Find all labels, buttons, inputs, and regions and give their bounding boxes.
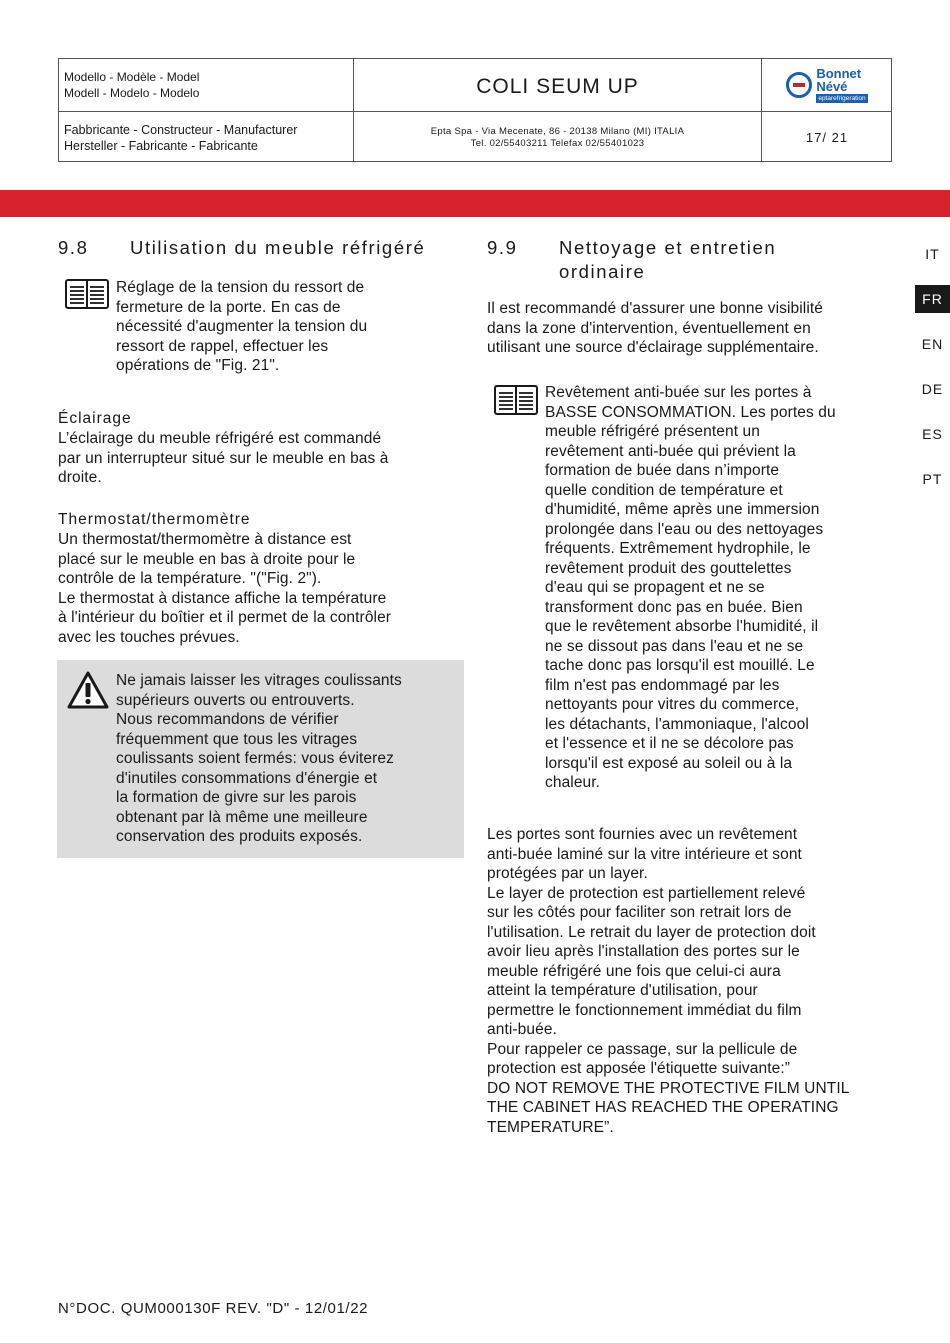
paragraph-line: Il est recommandé d'assurer une bonne visibilité	[487, 300, 824, 317]
paragraph-line: sur les côtés pour faciliter son retrait lors de	[487, 904, 792, 921]
book-icon	[65, 279, 109, 309]
warning-line: conservation des produits exposés.	[116, 828, 363, 845]
thermostat-paragraph	[58, 530, 463, 647]
paragraph-line: l'utilisation. Le retrait du layer de protection doit	[487, 923, 816, 941]
note-line: les détachants, l'ammoniaque, l'alcool	[545, 715, 809, 733]
paragraph-line: Le thermostat à distance affiche la température	[58, 589, 387, 607]
note-line: Revêtement anti-buée sur les portes à	[545, 384, 812, 401]
note-line: transforment donc pas en buée. Bien	[545, 598, 803, 616]
anti-fog-note	[545, 383, 883, 793]
paragraph-line: Les portes sont fournies avec un revêtement	[487, 826, 798, 843]
note-line: meuble réfrigéré présentent un	[545, 423, 760, 440]
warning-text	[116, 671, 454, 847]
page-number: 17/ 21	[805, 130, 849, 145]
paragraph-line: THE CABINET HAS REACHED THE OPERATING	[487, 1099, 839, 1116]
manufacturer-label-line: Fabbricante - Constructeur - Manufacturer	[64, 123, 298, 137]
paragraph-line: TEMPERATURE”.	[487, 1118, 614, 1136]
warning-triangle-icon	[66, 670, 110, 710]
section-9-8-heading	[58, 236, 425, 260]
paragraph-line: dans la zone d'intervention, éventuellement en	[487, 319, 811, 337]
note-line: que le revêtement absorbe l'humidité, il	[545, 618, 819, 635]
tab-lang-fr[interactable]: FR	[915, 285, 950, 313]
manufacturer-label-line: Hersteller - Fabricante - Fabricante	[64, 139, 258, 153]
model-label	[59, 59, 353, 111]
protective-layer-paragraph	[487, 825, 892, 1137]
warning-line: supérieurs ouverts ou entrouverts.	[116, 691, 355, 709]
paragraph-line: permettre le fonctionnement immédiat du film	[487, 1001, 802, 1019]
model-label-line: Modell - Modelo - Modelo	[64, 86, 200, 100]
paragraph-line: DO NOT REMOVE THE PROTECTIVE FILM UNTIL	[487, 1079, 850, 1097]
thermostat-heading: Thermostat/thermomètre	[58, 511, 251, 528]
paragraph-line: à l'intérieur du boîtier et il permet de la contrôler	[58, 609, 392, 626]
warning-line: d'inutiles consommations d'énergie et	[116, 769, 378, 787]
paragraph-line: par un interrupteur situé sur le meuble en bas à	[58, 449, 389, 467]
paragraph-line: meuble réfrigéré une fois que celui-ci aura	[487, 962, 781, 980]
section-title: Utilisation du meuble réfrigéré	[130, 237, 426, 258]
manufacturer-info	[354, 112, 761, 163]
door-spring-note	[116, 278, 454, 376]
paragraph-line: utilisant une source d'éclairage supplémentaire.	[487, 339, 819, 356]
document-reference: N°DOC. QUM000130F REV. "D" - 12/01/22	[58, 1300, 369, 1317]
lighting-paragraph	[58, 429, 463, 488]
logo-tagline: eptarefrigeration	[818, 95, 866, 102]
paragraph-line: Pour rappeler ce passage, sur la pellicule de	[487, 1040, 798, 1058]
note-line: ne se dissout pas dans l'eau et ne se	[545, 637, 804, 655]
warning-line: Nous recommandons de vérifier	[116, 711, 339, 728]
note-line: tache donc pas lorsqu'il est mouillé. Le	[545, 657, 815, 674]
warning-line: fréquemment que tous les vitrages	[116, 730, 358, 748]
note-line: Réglage de la tension du ressort de	[116, 279, 365, 296]
note-line: formation de buée dans n’importe	[545, 462, 780, 479]
note-line: chaleur.	[545, 774, 601, 791]
paragraph-line: avec les touches prévues.	[58, 628, 240, 646]
note-line: revêtement produit des gouttelettes	[545, 559, 792, 577]
note-line: ressort de rappel, effectuer les	[116, 337, 329, 355]
section-title-line: ordinaire	[559, 261, 646, 282]
logo-word: Névé	[816, 79, 848, 94]
paragraph-line: protégées par un layer.	[487, 865, 648, 882]
paragraph-line: L’éclairage du meuble réfrigéré est commandé	[58, 430, 382, 447]
note-line: opérations de "Fig. 21".	[116, 357, 280, 374]
manufacturer-phone: Tel. 02/55403211 Telefax 02/55401023	[470, 138, 645, 149]
manufacturer-label	[59, 112, 353, 163]
book-icon	[494, 385, 538, 415]
paragraph-line: anti-buée.	[487, 1021, 557, 1038]
brand-logo	[762, 59, 892, 111]
note-line: fermeture de la porte. En cas de	[116, 298, 341, 316]
section-title	[559, 236, 776, 284]
note-line: BASSE CONSOMMATION. Les portes du	[545, 403, 836, 421]
lighting-heading: Éclairage	[58, 410, 132, 427]
section-title-line: Nettoyage et entretien	[559, 237, 777, 258]
model-label-line: Modello - Modèle - Model	[64, 70, 200, 84]
warning-line: obtenant par là même une meilleure	[116, 808, 368, 826]
note-line: d'eau qui se propagent et ne se	[545, 579, 765, 596]
note-line: et l'essence et il ne se décolore pas	[545, 735, 794, 752]
tab-lang-en[interactable]: EN	[921, 336, 944, 352]
tab-lang-de[interactable]: DE	[921, 381, 944, 397]
note-line: quelle condition de température et	[545, 481, 783, 499]
note-line: nécessité d'augmenter la tension du	[116, 318, 368, 335]
paragraph-line: anti-buée laminé sur la vitre intérieure et sont	[487, 845, 802, 863]
note-line: lorsqu'il est exposé au soleil ou à la	[545, 754, 793, 772]
paragraph-line: Un thermostat/thermomètre à distance est	[58, 531, 352, 548]
note-line: film n'est pas endommagé par les	[545, 676, 780, 694]
accent-bar	[0, 190, 950, 217]
paragraph-line: protection est apposée l'étiquette suivante:”	[487, 1060, 791, 1077]
note-line: fréquents. Extrêmement hydrophile, le	[545, 540, 811, 557]
tab-lang-it[interactable]: IT	[925, 246, 940, 262]
note-line: d'humidité, même après une immersion	[545, 501, 820, 518]
paragraph-line: placé sur le meuble en bas à droite pour le	[58, 550, 356, 568]
note-line: nettoyants pour vitres du commerce,	[545, 696, 800, 713]
section-number: 9.8	[58, 237, 89, 258]
logo-word: Bonnet	[816, 66, 862, 81]
section-9-9-heading	[487, 236, 776, 284]
warning-line: Ne jamais laisser les vitrages coulissants	[116, 672, 402, 689]
paragraph-line: Le layer de protection est partiellement relevé	[487, 884, 806, 902]
bonnet-neve-logo-icon	[786, 72, 812, 98]
paragraph-line: contrôle de la température. "("Fig. 2").	[58, 570, 322, 587]
tab-lang-pt[interactable]: PT	[922, 471, 943, 487]
note-line: revêtement anti-buée qui prévient la	[545, 442, 796, 460]
section-number: 9.9	[487, 237, 518, 258]
manufacturer-address: Epta Spa - Via Mecenate, 86 - 20138 Milano (MI) ITALIA	[430, 126, 685, 137]
warning-line: la formation de givre sur les parois	[116, 789, 357, 806]
document-header	[58, 58, 892, 162]
paragraph-line: atteint la température d'utilisation, pour	[487, 982, 758, 999]
model-name: COLI SEUM UP	[476, 75, 639, 98]
cleaning-intro	[487, 299, 892, 358]
paragraph-line: droite.	[58, 469, 102, 486]
paragraph-line: avoir lieu après l'installation des portes sur le	[487, 943, 800, 960]
warning-line: coulissants soient fermés: vous éviterez	[116, 750, 394, 767]
note-line: prolongée dans l'eau ou des nettoyages	[545, 520, 824, 538]
tab-lang-es[interactable]: ES	[922, 426, 943, 442]
